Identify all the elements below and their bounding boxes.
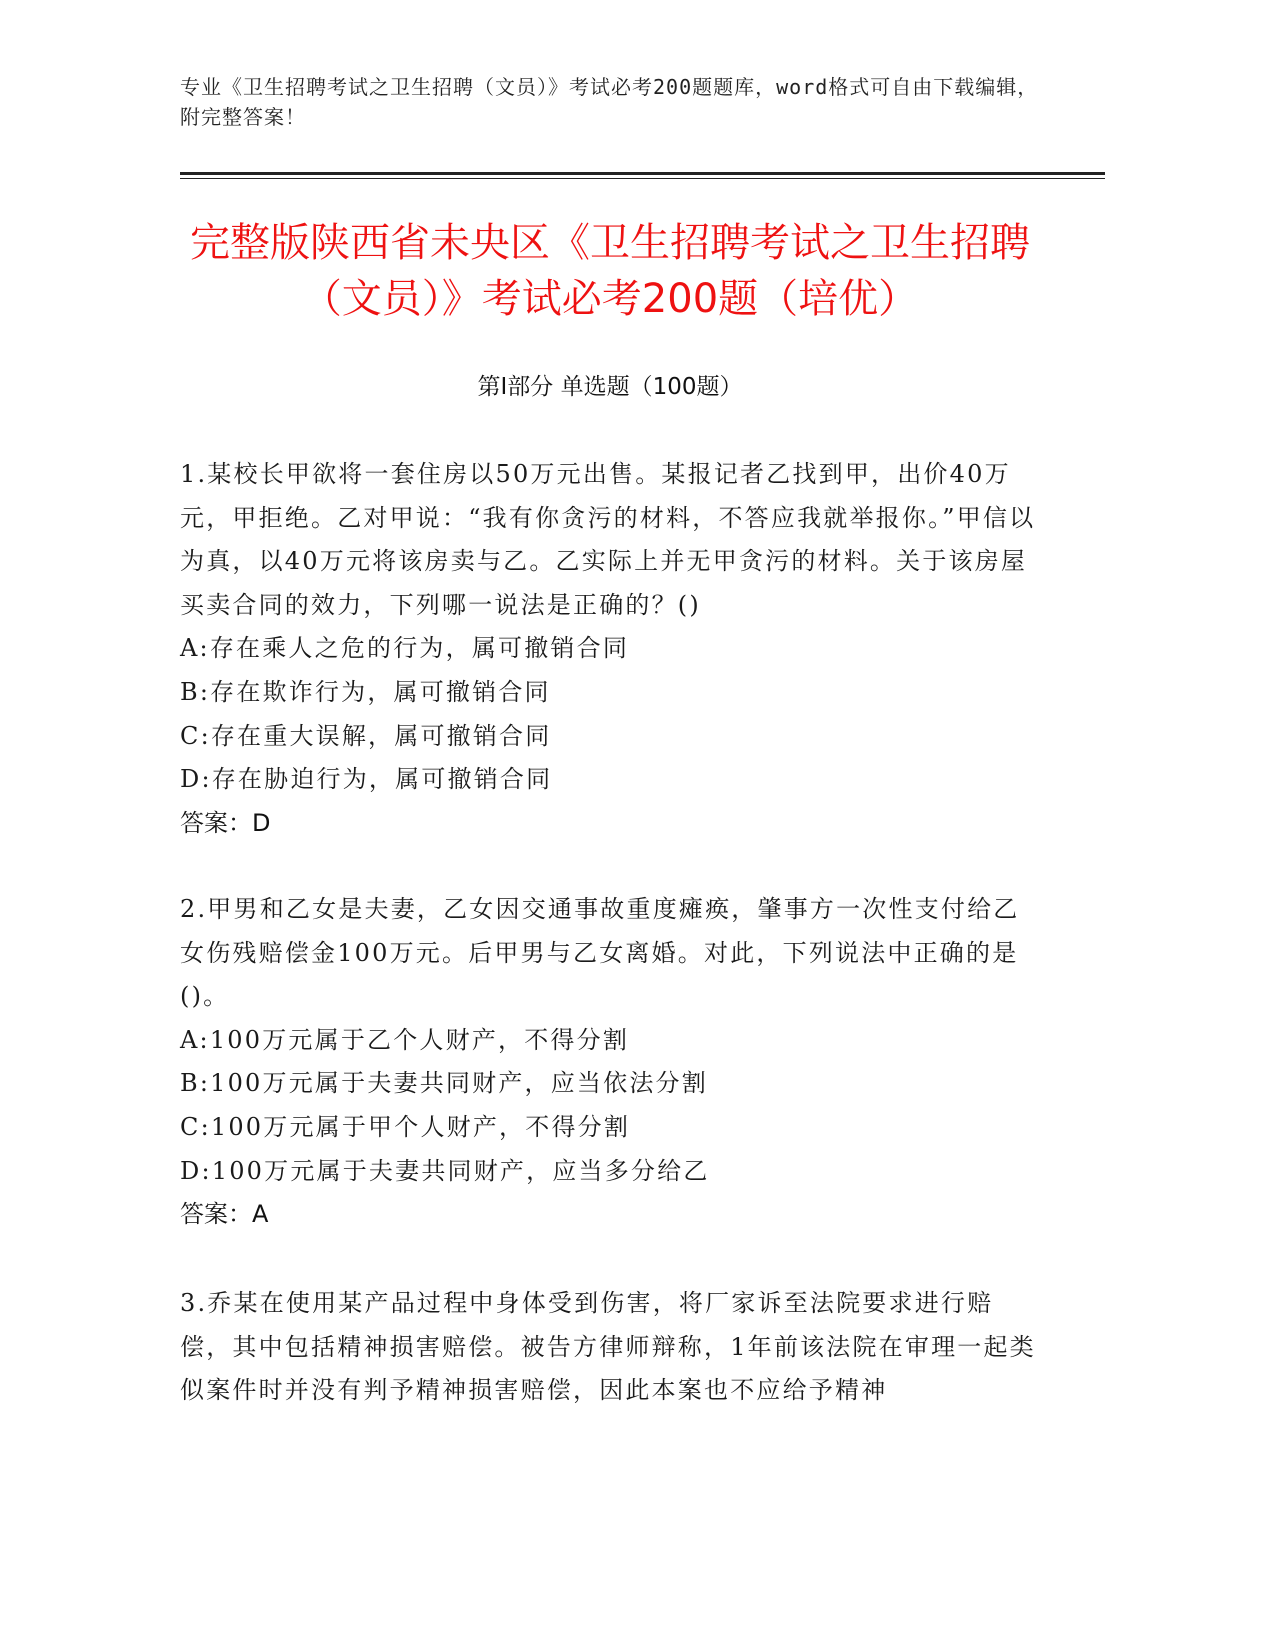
option-a: A:100万元属于乙个人财产，不得分割 [180,1025,630,1054]
option-d: D:存在胁迫行为，属可撤销合同 [180,765,553,794]
question-stem: 2.甲男和乙女是夫妻，乙女因交通事故重度瘫痪，肇事方一次性支付给乙女伤残赔偿金100万元。后甲男与乙女离婚。对此，下列说法中正确的是()。 [180,895,1020,1011]
question-1 [180,453,1040,845]
document-title: 完整版陕西省未央区《卫生招聘考试之卫生招聘（文员）》考试必考200题（培优） [190,220,1030,322]
option-a: A:存在乘人之危的行为，属可撤销合同 [180,634,630,663]
header-divider-thin [180,178,1105,179]
answer: 答案：D [180,808,271,837]
section-heading: 第Ⅰ部分 单选题（100题） [477,374,743,400]
question-2 [180,888,1040,1237]
question-3 [180,1282,1040,1413]
option-b: B:存在欺诈行为，属可撤销合同 [180,677,551,706]
option-d: D:100万元属于夫妻共同财产，应当多分给乙 [180,1156,710,1185]
option-c: C:100万元属于甲个人财产，不得分割 [180,1112,631,1141]
answer: 答案：A [180,1200,269,1229]
header-divider-thick [180,172,1105,175]
question-stem: 3.乔某在使用某产品过程中身体受到伤害，将厂家诉至法院要求进行赔偿，其中包括精神损害赔偿。被告方律师辩称，1年前该法院在审理一起类似案件时并没有判予精神损害赔偿，因此本案也不应给予精神 [180,1289,1036,1405]
question-stem: 1.某校长甲欲将一套住房以50万元出售。某报记者乙找到甲，出价40万元，甲拒绝。乙对甲说：“我有你贪污的材料，不答应我就举报你。”甲信以为真，以40万元将该房卖与乙。乙实际上并无甲贪污的材料。关于该房屋买卖合同的效力，下列哪一说法是正确的？() [180,460,1036,619]
header-note: 专业《卫生招聘考试之卫生招聘（文员）》考试必考200题题库，word格式可自由下载编辑，附完整答案！ [180,75,1039,129]
option-c: C:存在重大误解，属可撤销合同 [180,721,552,750]
option-b: B:100万元属于夫妻共同财产，应当依法分割 [180,1069,708,1098]
